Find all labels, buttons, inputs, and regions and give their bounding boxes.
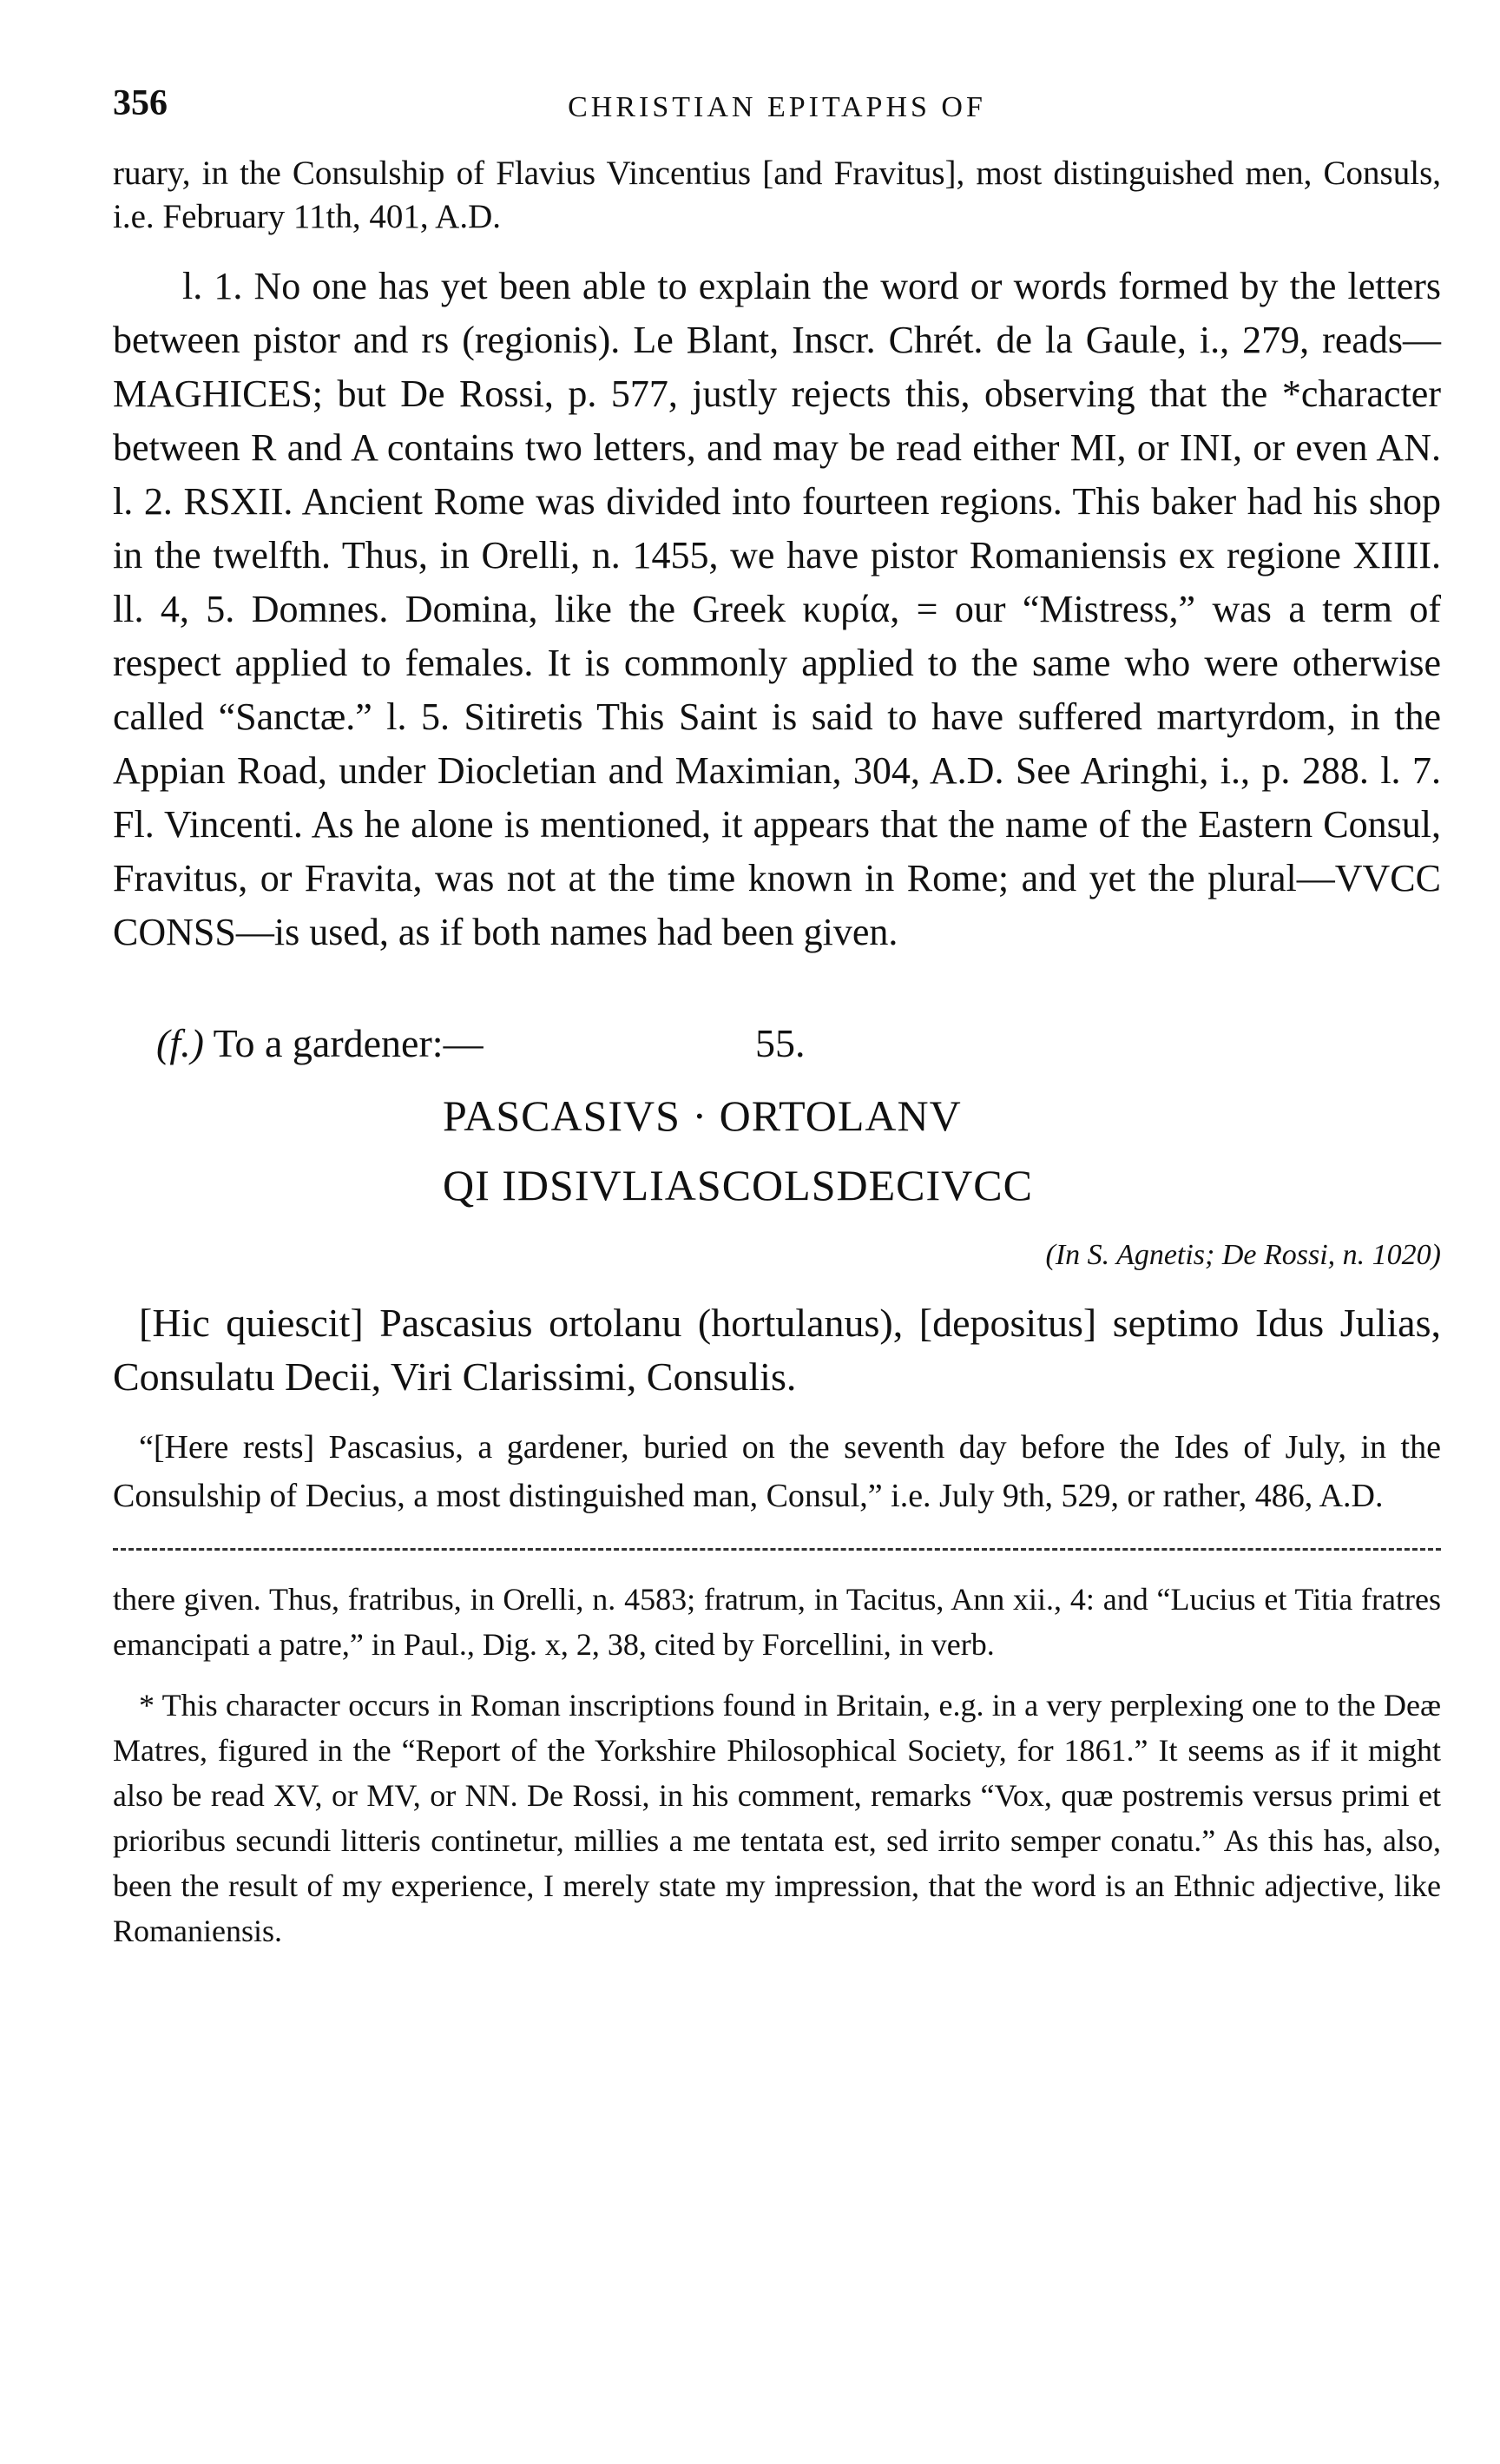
latin-expansion: [Hic quiescit] Pascasius ortolanu (hortulanus), [depositus] septimo Idus Julias, Consulatu Decii, Viri Clarissimi, Consulis.	[113, 1301, 1441, 1399]
inscription-source: (In S. Agnetis; De Rossi, n. 1020)	[1045, 1239, 1441, 1271]
inscription-line-1: PASCASIVS · ORTOLANV	[443, 1091, 962, 1140]
page	[113, 82, 1441, 1953]
footnote-continuation: there given. Thus, fratribus, in Orelli, n. 4583; fratrum, in Tacitus, Ann xii., 4: and “Lucius et Titia fratres emancipati a patre,” in Paul., Dig. x, 2, 38, cited by Forcellini, in verb.	[113, 1582, 1441, 1662]
inscription-line-2: QI IDSIVLIASCOLSDECIVCC	[443, 1161, 1033, 1209]
continuation-paragraph: ruary, in the Consulship of Flavius Vincentius [and Fravitus], most distinguished men, Consuls, i.e. February 11th, 401, A.D.	[113, 155, 1441, 235]
footnotes	[113, 1577, 1441, 1953]
section-label	[156, 1020, 484, 1066]
english-translation: “[Here rests] Pascasius, a gardener, buried on the seventh day before the Ides of July, in the Consulship of Decius, a most distinguished man, Consul,” i.e. July 9th, 529, or rather, 486, A.D.	[113, 1429, 1441, 1514]
footnote-star: * This character occurs in Roman inscriptions found in Britain, e.g. in a very perplexing one to the Deæ Matres, figured in the “Report of the Yorkshire Philosophical Society, for 1861.” It seems as if it might also be read XV, or MV, or NN. De Rossi, in his comment, remarks “Vox, quæ postremis versus primi et prioribus secundi litteris continetur, millies a me tentata est, sed irrito semper conatu.” As this has, also, been the result of my experience, I merely state my impression, that the word is an Ethnic adjective, like Romaniensis.	[113, 1688, 1441, 1948]
epitaph-section	[113, 1020, 1441, 1520]
section-title: To a gardener:—	[213, 1021, 484, 1065]
section-letter: (f.)	[156, 1021, 204, 1065]
page-number: 356	[113, 83, 168, 123]
line-note-paragraph: l. 1. No one has yet been able to explain the word or words formed by the letters between pistor and rs (regionis). Le Blant, Inscr. Chrét. de la Gaule, i., 279, reads—MAGHICES; but De Rossi, p. 577, justly rejects this, observing that the *character between R and A contains two letters, and may be read either MI, or INI, or even AN. l. 2. RSXII. Ancient Rome was divided into fourteen regions. This baker had his shop in the twelfth. Thus, in Orelli, n. 1455, we have pistor Romaniensis ex regione XIIII. ll. 4, 5. Domnes. Domina, like the Greek κυρία, = our “Mistress,” was a term of respect applied to females. It is commonly applied to the same who were otherwise called “Sanctæ.” l. 5. Sitiretis This Saint is said to have suffered martyrdom, in the Appian Road, under Diocletian and Maximian, 304, A.D. See Aringhi, i., p. 288. l. 7. Fl. Vincenti. As he alone is mentioned, it appears that the name of the Eastern Consul, Fravitus, or Fravita, was not at the time known in Rome; and yet the plural—VVCC CONSS—is used, as if both names had been given.	[113, 265, 1441, 953]
section-heading	[113, 1020, 1441, 1081]
running-head: CHRISTIAN EPITAPHS OF	[568, 91, 986, 123]
page-header	[113, 82, 1441, 152]
footnote-divider	[113, 1548, 1441, 1551]
line-notes	[113, 260, 1441, 959]
epitaph-number: 55.	[755, 1021, 806, 1065]
